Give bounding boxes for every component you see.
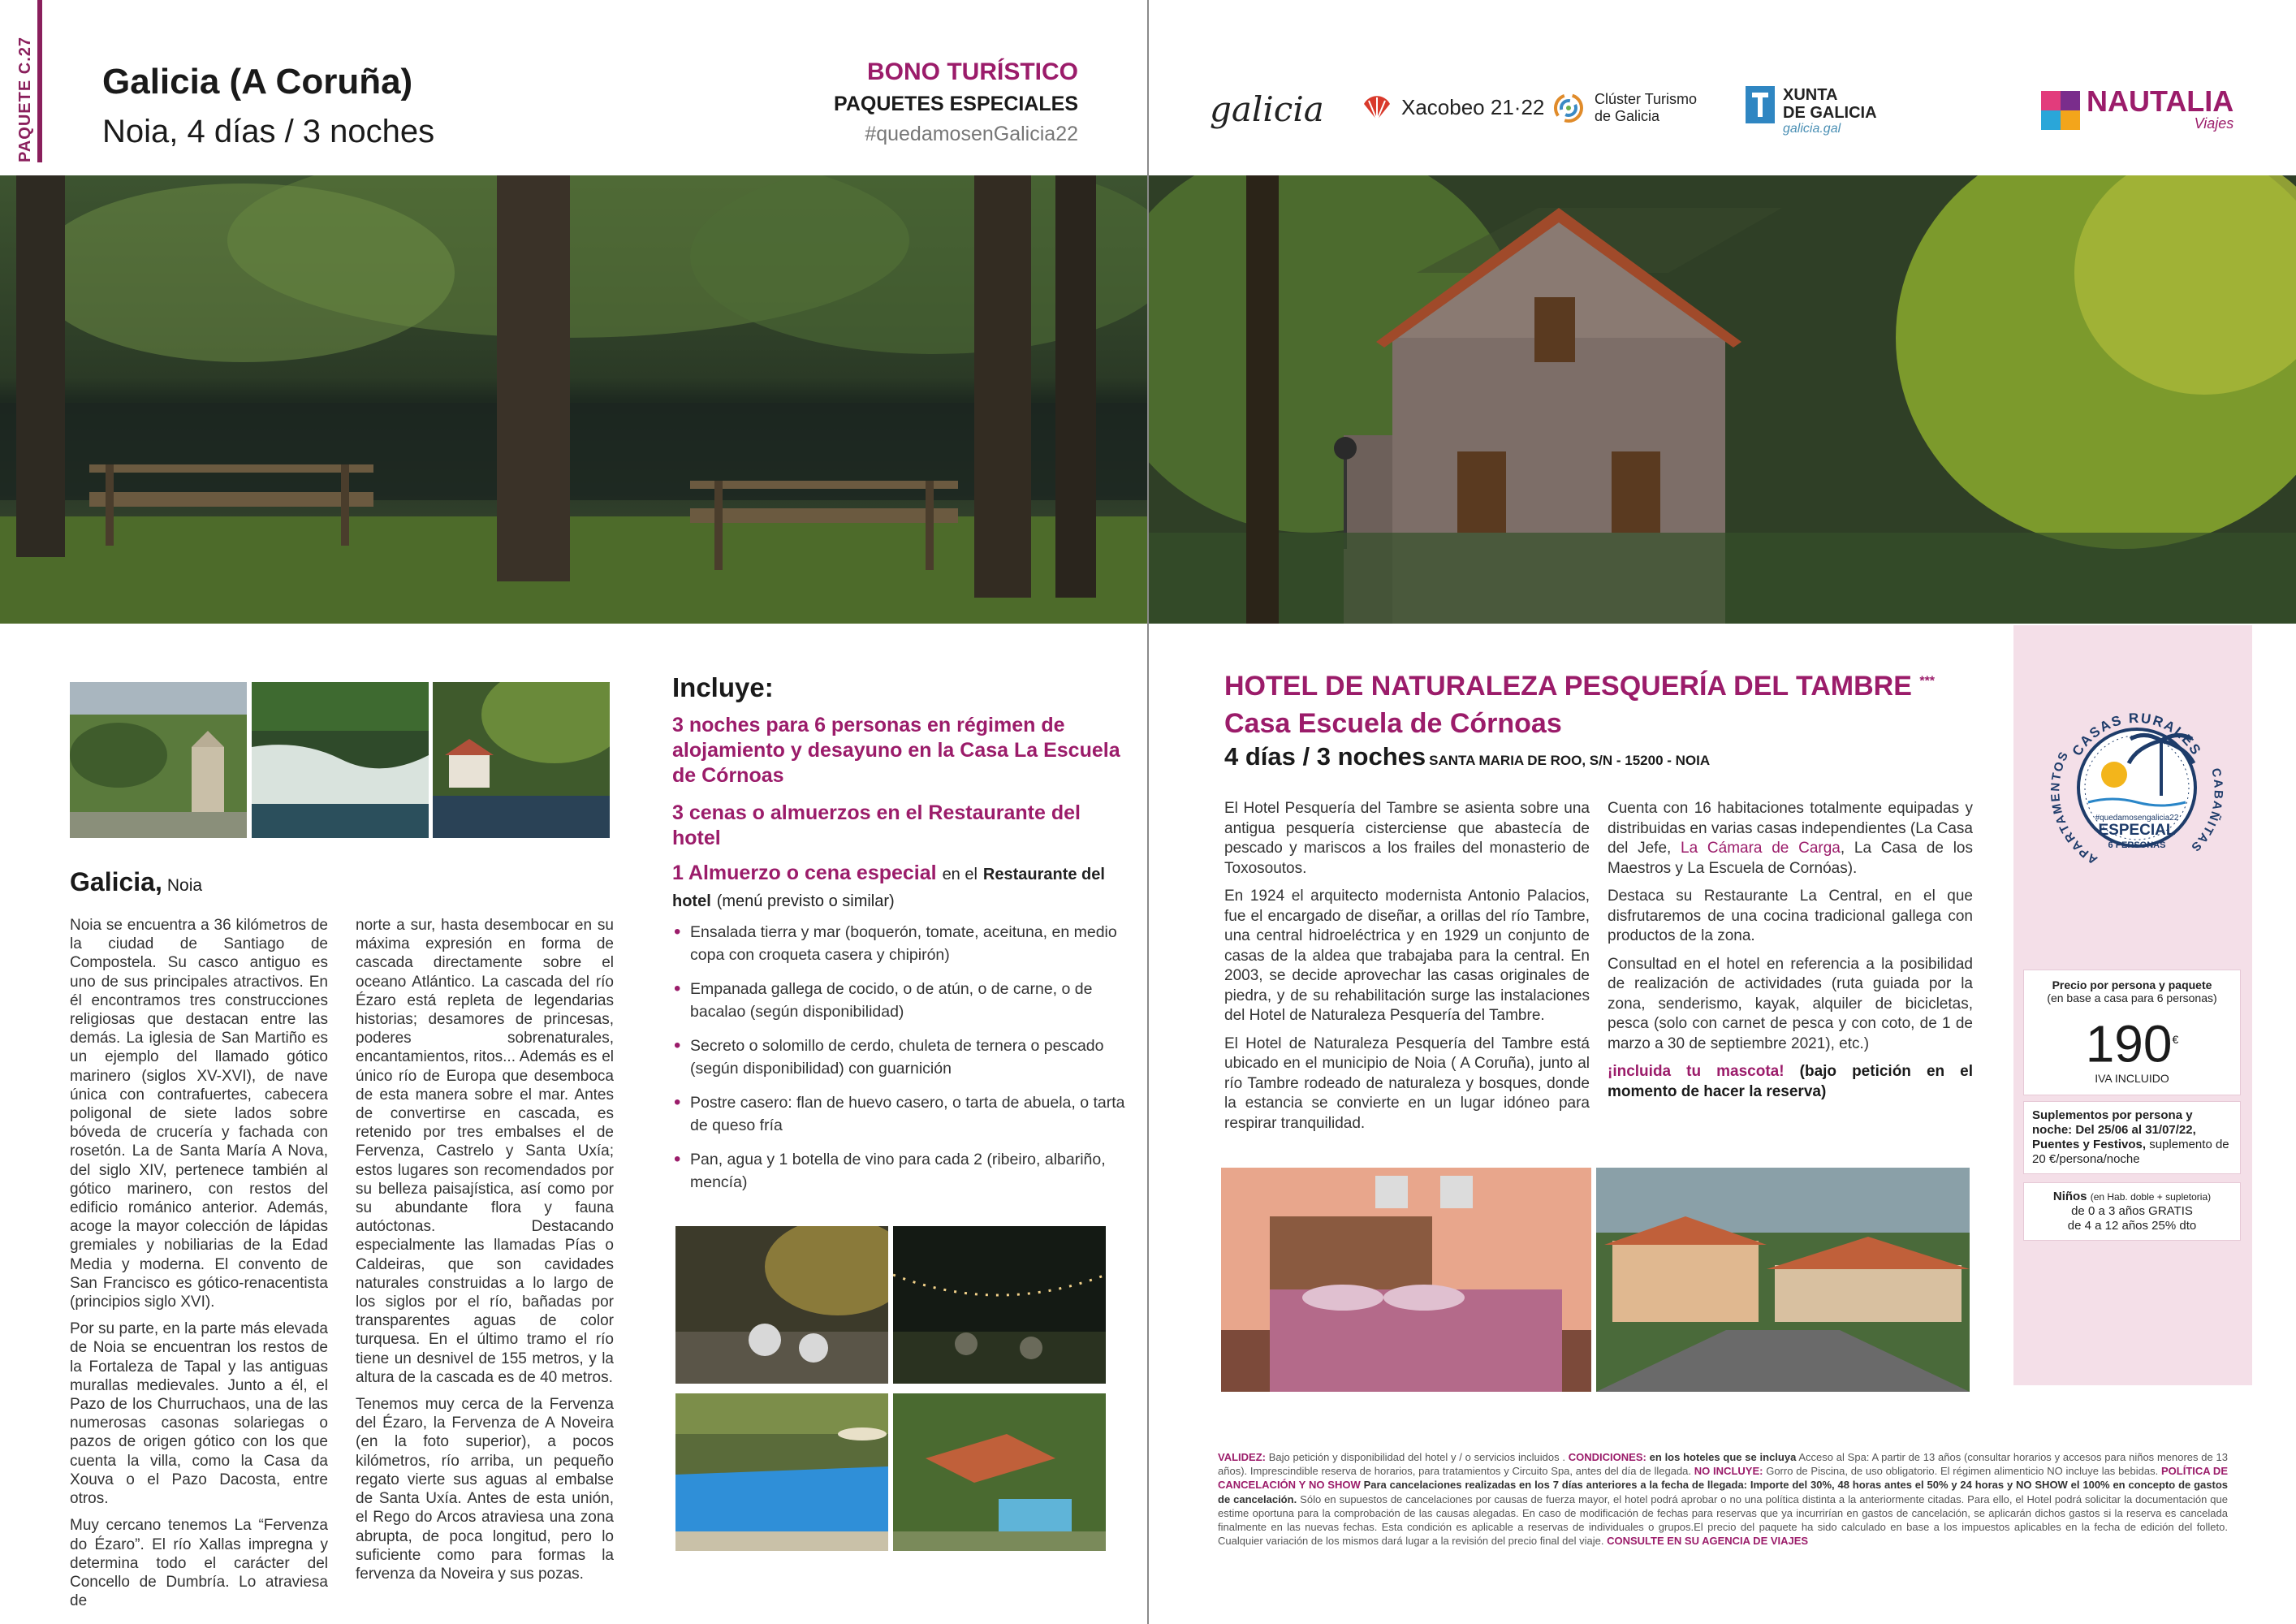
politica-label: POLÍTICA DE CANCELACIÓN Y NO SHOW	[1218, 1465, 2228, 1492]
paragraph: Destaca su Restaurante La Central, en el que disfrutaremos de una cocina tradicional gallega con productos de la zona.	[1608, 888, 1973, 944]
section-title-sub: Noia	[166, 876, 203, 895]
cluster-text-1: Clúster Turismo	[1595, 91, 1698, 107]
include-item-3-text: en el	[942, 866, 978, 883]
camara-link[interactable]: La Cámara de Carga	[1681, 840, 1841, 857]
spiral-icon	[1552, 92, 1585, 124]
condiciones-label: CONDICIONES:	[1568, 1451, 1646, 1463]
mascota-note	[1608, 1062, 1973, 1102]
section-title-main: Galicia,	[70, 867, 162, 896]
paragraph: Por su parte, en la parte más elevada de Noia se encuentran los restos de la Fortaleza de Tapal y las antiguas murallas medievales. Junto a él, el Pazo de los Churruchaos, una de las numerosas casonas solariegas o pazos de origen gótico con los que cuenta la villa, como la Casa da Xouva o el Pazo Dacosta, entre otros.	[70, 1320, 328, 1508]
include-item-3	[672, 861, 1127, 914]
hero-photo-stone-house	[1149, 175, 2296, 624]
politica-text: Sólo en supuestos de cancelaciones por causas de fuerza mayor, el hotel podrá aprobar o no una política distinta a la anteriormente citadas. Para ello, el Hotel podrá solicitar la documentación que estime oportuna para la comprobación de las causas alegadas. En caso de modificación de fechas para reservas que ya incurrirían en gastos de cancelación, se aplicarán dichos gastos si la reserva es cancelada finalmente en las nuevas fechas. Esta condición es aplicable a reservas de individuales o grupos.El precio del paquete ha sido calculado en base a los impuestos aplicables en la fecha de edición del folleto. Cualquier variación de los mismos dará lugar a la revisión del precio final del viaje.	[1218, 1492, 2228, 1548]
badge-hashtag: #quedamosengalicia22	[2095, 814, 2179, 823]
nautalia-mark-icon	[2041, 91, 2080, 130]
includes-heading: Incluye:	[672, 672, 774, 702]
badge-left-text: APARTAMENTOS	[2048, 748, 2100, 867]
side-tab-bar	[37, 0, 42, 162]
supplements-title: Suplementos por persona y noche: Del 25/06 al 31/07/22, Puentes y Festivos,	[2032, 1108, 2196, 1151]
mascota-highlight: ¡incluida tu mascota!	[1608, 1063, 1785, 1080]
xunta-web: galicia.gal	[1783, 122, 1841, 136]
hotel-address: SANTA MARIA DE ROO, S/N - 15200 - NOIA	[1429, 753, 1711, 768]
hotel-name	[1224, 671, 1935, 702]
condiciones-text: Acceso al Spa: A partir de 13 años (consultar horarios y accesos para niños menores de 13 años). Imprescindible reserva de horarios, para tratamientos y Circuito Spa, antes del día de llegada.	[1218, 1451, 2228, 1478]
badge-especial: ESPECIAL	[2098, 822, 2176, 839]
bono-subtitle: PAQUETES ESPECIALES	[834, 93, 1078, 115]
list-item: • Empanada gallega de cocido, o de atún, o de carne, o de bacalao (según disponibilidad)	[672, 978, 1127, 1023]
thumb-monument	[70, 682, 247, 838]
page-subtitle: Noia, 4 días / 3 noches	[102, 114, 435, 149]
supplements-box	[2023, 1101, 2241, 1174]
include-item-3-title: 1 Almuerzo o cena especial	[672, 862, 937, 884]
casa-name: Casa Escuela de Córnoas	[1224, 708, 1562, 739]
scallop-icon	[1361, 91, 1393, 123]
children-free: de 0 a 3 años GRATIS	[2071, 1204, 2193, 1218]
list-item: • Ensalada tierra y mar (boquerón, tomate, aceituna, en medio copa con croqueta casera y chipirón)	[672, 921, 1127, 966]
section-title	[70, 867, 202, 897]
price-box	[2023, 970, 2241, 1095]
bono-hashtag: #quedamosenGalicia22	[865, 123, 1078, 145]
xacobeo-logo	[1361, 91, 1544, 123]
photo-terrace-night	[675, 1226, 888, 1384]
price-value	[2024, 1011, 2240, 1072]
paragraph: Tenemos muy cerca de la Fervenza del Ézaro, la Fervenza de A Noveira (en la foto superior), a pocos kilómetros, río arriba, un pequeño regato vierte sus aguas al embalse de Santa Uxía. Antes de esta unión, el Rego do Arcos atraviesa una zona abrupta, de poca longitud, pero lo suficiente como para formas la fervenza da Noveira y sus pozas.	[356, 1396, 614, 1583]
galicia-logo: galicia	[1210, 89, 1324, 129]
xunta-shield-icon	[1746, 86, 1775, 123]
paragraph: Consultad en el hotel en referencia a la posibilidad de realización de actividades (ruta guiada por la zona, senderismo, kayak, alquiler de bicicletas, pesca (solo con carnet de pesca y con coto, de 1 de marzo a 30 de septiembre 2021), etc.)	[1608, 955, 1973, 1052]
no-incluye-text: Gorro de Piscina, de uso obligatorio. El régimen alimenticio NO incluye las bebidas.	[1766, 1465, 2159, 1478]
text-fragment: Cuenta con 16 habitaciones totalmente equipadas y distribuidas en varias casas independientes (La Casa del Jefe,	[1608, 800, 1973, 857]
photo-lights-garden	[893, 1226, 1106, 1384]
xunta-text-2: DE GALICIA	[1783, 104, 1877, 122]
paragraph: norte a sur, hasta desembocar en su máxima expresión en forma de cascada directamente sobre el oceano Atlántico. La cascada del río Ézaro está repleta de legendarias historias; desamores de princesas, poderes sobrenaturales, encantamientos, ritos... Además es el único río de Europa que desemboca de esta manera sobre el mar. Antes de convertirse en cascada, es retenido por tres embalses el de Fervenza, Castrelo y Santa Uxía; estos lugares son recomendados por su belleza paisajística, así como por su abundante flora y fauna autóctonas. Destacando especialmente las llamadas Pías o Caldeiras, que son cavidades naturales construidas a lo largo de los siglos por el río, bañadas por transparentes aguas de color turquesa. En el último tramo el río tiene un desnivel de 155 metros, y la altura de la cascada es de 40 metros.	[356, 917, 614, 1386]
children-note: (en Hab. doble + supletoria)	[2090, 1191, 2212, 1203]
hotel-stars: ***	[1919, 674, 1936, 689]
list-item: • Pan, agua y 1 botella de vino para cada 2 (ribeiro, albariño, mencía)	[672, 1148, 1127, 1194]
validez-label: VALIDEZ:	[1218, 1451, 1266, 1463]
paragraph	[1608, 799, 1973, 879]
no-incluye-label: NO INCLUYE:	[1694, 1465, 1763, 1478]
duration-text: 4 días / 3 noches	[1224, 742, 1426, 771]
thumb-river-rapids	[252, 682, 429, 838]
cluster-text-2: de Galicia	[1595, 108, 1660, 124]
validez-text: Bajo petición y disponibilidad del hotel y / o servicios incluidos .	[1268, 1451, 1565, 1463]
hotel-col-1	[1224, 799, 1590, 1142]
include-item-3-note: (menú previsto o similar)	[716, 892, 895, 910]
xunta-text-1: XUNTA	[1783, 86, 1838, 104]
thumb-lake-house	[433, 682, 610, 838]
list-item: • Secreto o solomillo de cerdo, chuleta de ternera o pescado (según disponibilidad) con guarnición	[672, 1034, 1127, 1080]
fine-print	[1218, 1450, 2228, 1548]
bono-block	[834, 58, 1078, 146]
condiciones-bold: en los hoteles que se incluya	[1649, 1451, 1797, 1463]
especial-badge	[2039, 690, 2234, 885]
hotel-name-text: HOTEL DE NATURALEZA PESQUERÍA DEL TAMBRE	[1224, 671, 1912, 702]
politica-bold: Para cancelaciones realizadas en los 7 días anteriores a la fecha de llegada: Importe del 30%, 48 horas antes el 50% y 24 horas y NO SHOW el 100% en concepto de gastos de cancelación.	[1218, 1479, 2228, 1505]
photo-hotel-buildings	[1596, 1168, 1970, 1392]
photo-pool	[675, 1393, 888, 1551]
badge-personas: 6 PERSONAS	[2108, 840, 2166, 850]
nautalia-logo	[2041, 84, 2234, 132]
left-col-1	[70, 916, 328, 1618]
children-title: Niños	[2052, 1190, 2087, 1203]
paragraph: El Hotel Pesquería del Tambre se asienta sobre una antigua pesquería cisterciense que abastecía de pescado y mariscos a los frailes del monasterio de Toxosoutos.	[1224, 800, 1590, 877]
cluster-logo	[1552, 91, 1697, 125]
text-fragment: , La Casa de los Maestros y La Escuela de Cornóas).	[1608, 840, 1974, 877]
nautalia-sub: Viajes	[2194, 115, 2234, 132]
price-subheader: (en base a casa para 6 personas)	[2047, 991, 2217, 1004]
consulte-label: CONSULTE EN SU AGENCIA DE VIAJES	[1607, 1535, 1809, 1548]
mascota-detail: (bajo petición en el momento de hacer la reserva)	[1608, 1063, 1974, 1100]
price-header: Precio por persona y paquete	[2052, 978, 2212, 991]
supplements-amount: suplemento de 20 €/persona/noche	[2032, 1138, 2229, 1166]
badge-top-text: CASAS RURALES	[2069, 710, 2205, 759]
children-box	[2023, 1182, 2241, 1241]
xacobeo-text: Xacobeo 21·22	[1401, 94, 1545, 119]
include-item-3-restaurant: Restaurante del hotel	[672, 866, 1105, 910]
badge-right-text: CABAÑITAS	[2187, 767, 2225, 855]
xunta-logo	[1746, 86, 1877, 136]
hotel-col-2	[1608, 799, 1973, 1110]
include-item-1: 3 noches para 6 personas en régimen de alojamiento y desayuno en la Casa La Escuela de Córnoas	[672, 714, 1120, 787]
photo-bedroom	[1221, 1168, 1591, 1392]
children-discount: de 4 a 12 años 25% dto	[2067, 1219, 2197, 1233]
nautalia-text: NAUTALIA	[2087, 84, 2234, 118]
paragraph: En 1924 el arquitecto modernista Antonio Palacios, fue el encargado de diseñar, a orillas del río Tambre, una central hidroeléctrica y en 1929 un conjunto de casas de la aldea que trabajaba para la central. En 2003, se decide aprovechar las casas originales de piedra, y de su rehabilitación surge las instalaciones del Hotel de Naturaleza Pesquería del Tambre.	[1224, 888, 1590, 1024]
menu-list	[672, 921, 1127, 1205]
price-iva: IVA INCLUIDO	[2095, 1072, 2169, 1086]
hero-photo-river	[0, 175, 1147, 624]
paragraph: El Hotel de Naturaleza Pesquería del Tambre está ubicado en el municipio de Noia ( A Coruña), junto al río Tambre rodeado de naturaleza y bosques, donde la estancia se convierte en un lugar idóneo para respirar tranquilidad.	[1224, 1034, 1590, 1132]
price-amount: 190	[2085, 1014, 2173, 1073]
hotel-duration	[1224, 742, 1710, 771]
price-currency: €	[2172, 1033, 2179, 1046]
list-item: • Postre casero: flan de huevo casero, o tarta de abuela, o tarta de queso fría	[672, 1091, 1127, 1137]
page-title: Galicia (A Coruña)	[102, 62, 413, 102]
left-col-2	[356, 916, 614, 1592]
photo-aerial-pool	[893, 1393, 1106, 1551]
include-item-2: 3 cenas o almuerzos en el Restaurante del hotel	[672, 801, 1081, 849]
paragraph: Noia se encuentra a 36 kilómetros de la ciudad de Santiago de Compostela. Su casco antiguo es uno de sus principales atractivos. En él encontramos tres construcciones religiosas que destacan entre las demás. La iglesia de San Martiño es un ejemplo del llamado gótico marinero (siglos XV-XVI), de nave única con contrafuertes, cabecera poligonal de siete lados sobre bóveda de crucería y fachada con rosetón. La de Santa María A Nova, del siglo XIV, pertenece también al gótico marinero, con restos del edificio románico anterior. Además, acoge la mayor colección de lápidas gremiales y nobiliarias de la Edad Media y moderna. El convento de San Francisco es gótico-renacentista (principios siglo XVI).	[70, 917, 328, 1311]
package-code: PAQUETE C.27	[16, 37, 34, 162]
paragraph: Muy cercano tenemos La “Fervenza do Ézaro”. El río Xallas impregna y determina todo el carácter del Concello de Dumbría. Lo atraviesa de	[70, 1517, 328, 1610]
bono-title: BONO TURÍSTICO	[867, 58, 1078, 85]
